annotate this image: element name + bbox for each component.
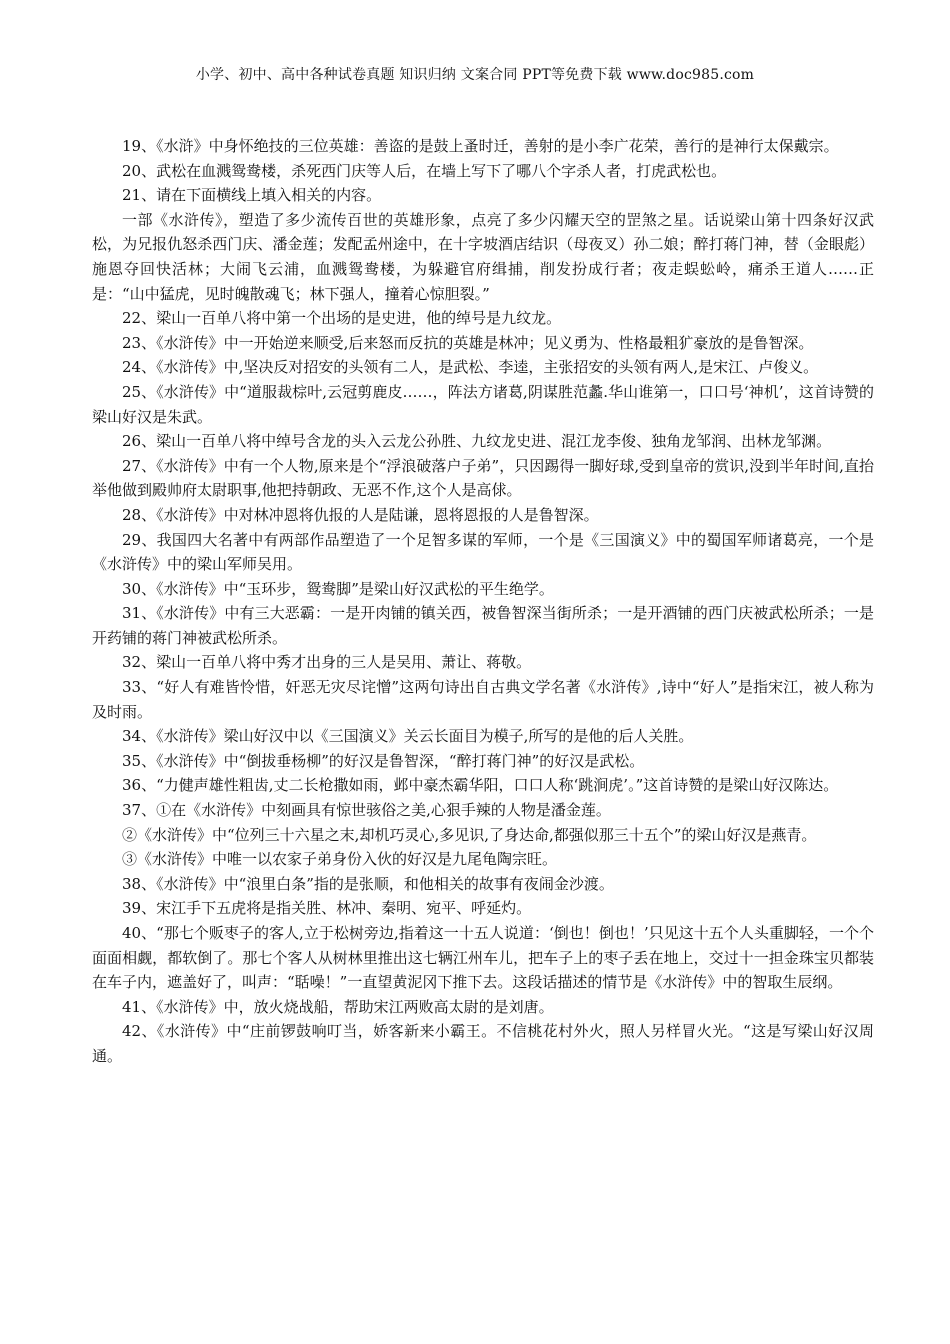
paragraph-40: 40、“那七个贩枣子的客人,立于松树旁边,指着这一十五人说道：‘倒也！倒也！’只见这十五个人头重脚轻，一个个面面相觑，都软倒了。那七个客人从树林里推出这七辆江州车儿，把车子上的枣子丢在地上，交过十一担金珠宝贝都装在车子内，遮盖好了，叫声：“聒噪！”一直望黄泥冈下推下去。这段话描述的情节是《水浒传》中的智取生辰纲。	[92, 924, 874, 992]
paragraph-30: 30、《水浒传》中“玉环步，鸳鸯脚”是梁山好汉武松的平生绝学。	[122, 579, 554, 598]
paragraph-24: 24、《水浒传》中,坚决反对招安的头领有二人，是武松、李逵，主张招安的头领有两人,是宋江、卢俊义。	[122, 358, 819, 377]
paragraph-32: 32、梁山一百单八将中秀才出身的三人是吴用、萧让、蒋敬。	[122, 653, 532, 672]
paragraph-37-2: ②《水浒传》中“位列三十六星之末,却机巧灵心,多见识,了身达命,都强似那三十五个”的梁山好汉是燕青。	[122, 825, 817, 844]
paragraph-19: 19、《水浒》中身怀绝技的三位英雄：善盗的是鼓上蚤时迁，善射的是小李广花荣，善行的是神行太保戴宗。	[122, 137, 839, 155]
page-header: 小学、初中、高中各种试卷真题 知识归纳 文案合同 PPT等免费下载 www.doc985.com	[195, 67, 755, 83]
paragraph-35: 35、《水浒传》中“倒拔垂杨柳”的好汉是鲁智深，“醉打蒋门神”的好汉是武松。	[122, 751, 645, 770]
paragraph-37-1: 37、①在《水浒传》中刻画具有惊世骇俗之美,心狠手辣的人物是潘金莲。	[122, 801, 611, 820]
paragraph-31: 31、《水浒传》中有三大恶霸：一是开肉铺的镇关西，被鲁智深当街所杀；一是开酒铺的西门庆被武松所杀；一是开药铺的蒋门神被武松所杀。	[92, 604, 874, 647]
paragraph-41: 41、《水浒传》中，放火烧战船，帮助宋江两败高太尉的是刘唐。	[122, 997, 554, 1016]
paragraph-26: 26、梁山一百单八将中绰号含龙的头入云龙公孙胜、九纹龙史进、混江龙李俊、独角龙邹润、出林龙邹渊。	[122, 432, 832, 451]
paragraph-25: 25、《水浒传》中“道服裁棕叶,云冠剪鹿皮……，阵法方诸葛,阴谋胜范蠡.华山谁第一，口口号‘神机’，这首诗赞的梁山好汉是朱武。	[92, 382, 874, 426]
paragraph-27: 27、《水浒传》中有一个人物,原来是个“浮浪破落户子弟”，只因踢得一脚好球,受到皇帝的赏识,没到半年时间,直抬举他做到殿帅府太尉职事,他把持朝政、无恶不作,这个人是高俅。	[92, 456, 874, 500]
paragraph-39: 39、宋江手下五虎将是指关胜、林冲、秦明、宛平、呼延灼。	[122, 899, 532, 918]
paragraph-21: 21、请在下面横线上填入相关的内容。	[122, 186, 382, 205]
paragraph-38: 38、《水浒传》中“浪里白条”指的是张顺，和他相关的故事有夜闹金沙渡。	[122, 874, 614, 893]
paragraph-37-3: ③《水浒传》中唯一以农家子弟身份入伙的好汉是九尾龟陶宗旺。	[122, 850, 558, 869]
paragraph-42: 42、《水浒传》中“庄前锣鼓响叮当，娇客新来小霸王。不信桃花村外火，照人另样冒火光。“这是写梁山好汉周通。	[92, 1022, 874, 1065]
paragraph-36: 36、“力健声雄性粗齿,丈二长枪撒如雨，邺中豪杰霸华阳，口口人称‘跳涧虎’。”这首诗赞的是梁山好汉陈达。	[122, 776, 839, 795]
paragraph-33: 33、“好人有难皆怜惜，奸恶无灾尽诧憎”这两句诗出自古典文学名著《水浒传》,诗中“好人”是指宋江，被人称为及时雨。	[92, 678, 874, 721]
paragraph-22: 22、梁山一百单八将中第一个出场的是史进，他的绰号是九纹龙。	[122, 309, 562, 328]
paragraph-28: 28、《水浒传》中对林冲恩将仇报的人是陆谦，恩将恩报的人是鲁智深。	[122, 505, 599, 524]
paragraph-23: 23、《水浒传》中一开始逆来顺受,后来怒而反抗的英雄是林冲；见义勇为、性格最粗犷豪放的是鲁智深。	[122, 333, 814, 352]
paragraph-21-passage: 一部《水浒传》，塑造了多少流传百世的英雄形象，点亮了多少闪耀天空的罡煞之星。话说梁山第十四条好汉武松，为兄报仇怒杀西门庆、潘金莲；发配孟州途中，在十字坡酒店结识（母夜叉）孙二娘；醉打蒋门神，替（金眼彪）施恩夺回快活林；大闹飞云浦，血溅鸳鸯楼，为躲避官府缉捕，削发扮成行者；夜走蜈蚣岭，痛杀王道人……正是：“山中猛虎，见时魄散魂飞；林下强人，撞着心惊胆裂。”	[92, 210, 874, 303]
paragraph-20: 20、武松在血溅鸳鸯楼，杀死西门庆等人后，在墙上写下了哪八个字杀人者，打虎武松也。	[122, 161, 727, 180]
paragraph-34: 34、《水浒传》梁山好汉中以《三国演义》关云长面目为模子,所写的是他的后人关胜。	[122, 727, 694, 746]
document-body	[92, 134, 874, 1069]
paragraph-29: 29、我国四大名著中有两部作品塑造了一个足智多谋的军师，一个是《三国演义》中的蜀国军师诸葛亮，一个是《水浒传》中的梁山军师吴用。	[92, 530, 874, 574]
